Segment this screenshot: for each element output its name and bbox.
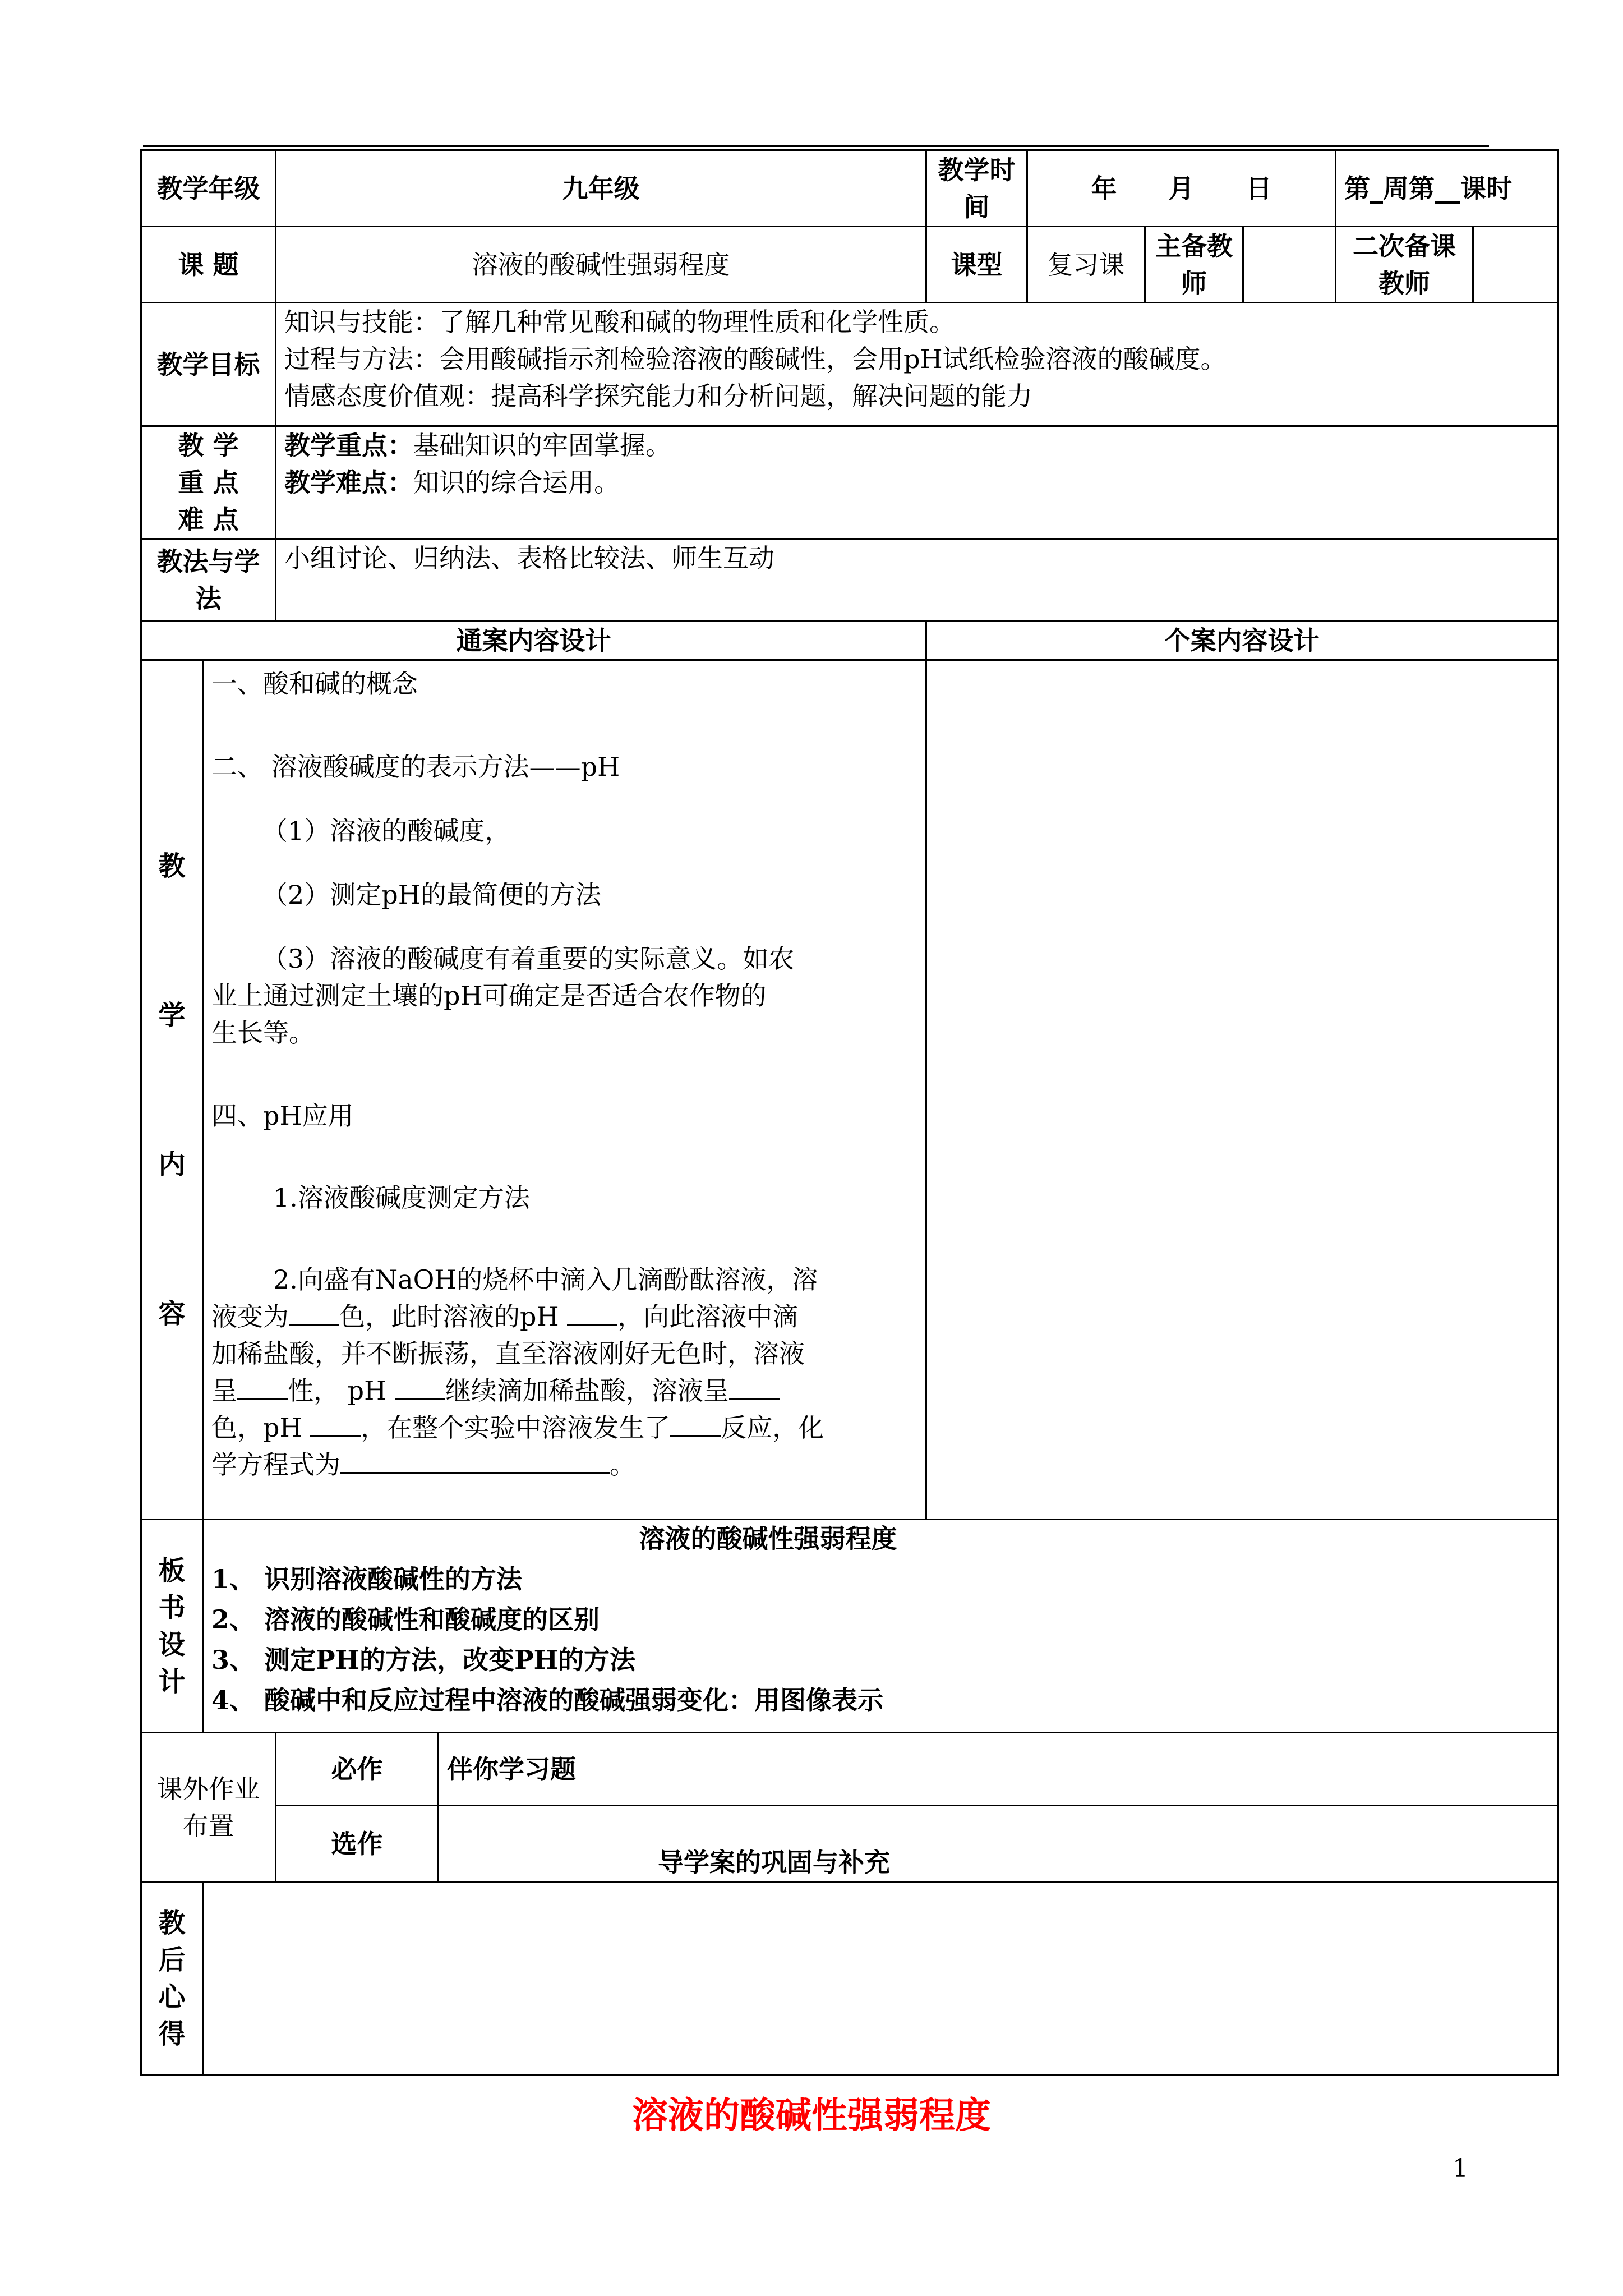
topic-value: 溶液的酸碱性强弱程度 xyxy=(276,227,926,303)
question-1: 1.溶液酸碱度测定方法 xyxy=(273,1182,530,1213)
content-row xyxy=(141,660,1558,1520)
date-field: 年 月 日 xyxy=(1027,150,1336,227)
topic-label: 课 题 xyxy=(141,227,276,303)
item-ph-application: 四、pH应用 xyxy=(211,1101,354,1131)
board-item-3: 3、 测定PH的方法，改变PH的方法 xyxy=(211,1645,636,1675)
goal-attitude: 情感态度价值观：提高科学探究能力和分析问题，解决问题的能力 xyxy=(284,381,1032,411)
item-acid-base-concept: 一、酸和碱的概念 xyxy=(211,669,418,699)
optional-label: 选作 xyxy=(276,1806,439,1882)
grade-label: 教学年级 xyxy=(141,150,276,227)
keypoints-label: 教 学 重 点 难 点 xyxy=(141,426,276,539)
homework-label: 课外作业布置 xyxy=(141,1733,276,1882)
sub-item-3: （3）溶液的酸碱度有着重要的实际意义。如农 xyxy=(262,944,795,974)
board-item-4: 4、 酸碱中和反应过程中溶液的酸碱强弱变化：用图像表示 xyxy=(211,1685,884,1715)
reflection-side-label: 教 后 心 得 xyxy=(141,1882,203,2075)
individual-design-header: 个案内容设计 xyxy=(926,621,1558,660)
keypoints-row xyxy=(141,426,1558,539)
design-header-row xyxy=(141,621,1558,660)
question-2-line5: 色，pH ，在整个实验中溶液发生了 反应，化 xyxy=(211,1409,917,1446)
page-number: 1 xyxy=(1453,2154,1468,2183)
lesson-type-label: 课型 xyxy=(926,227,1027,303)
board-content xyxy=(203,1520,1558,1733)
week-lesson-field: 第_周第__课时 xyxy=(1336,150,1558,227)
goals-row xyxy=(141,303,1558,426)
difficult-point: 教学难点：知识的综合运用。 xyxy=(284,467,620,498)
blank-color-2 xyxy=(729,1373,780,1400)
grade-value: 九年级 xyxy=(276,150,926,227)
goal-knowledge: 知识与技能：了解几种常见酸和碱的物理性质和化学性质。 xyxy=(284,307,955,337)
header-row xyxy=(141,150,1558,227)
blank-property xyxy=(237,1373,288,1400)
top-rule xyxy=(143,145,1489,147)
board-row xyxy=(141,1520,1558,1733)
question-2-line2: 液变为 色，此时溶液的pH ，向此溶液中滴 xyxy=(211,1298,917,1335)
blank-ph-3 xyxy=(310,1410,361,1437)
sub-item-2: （2）测定pH的最简便的方法 xyxy=(262,880,601,910)
lesson-plan-table xyxy=(140,149,1559,2076)
question-2-line3: 加稀盐酸，并不断振荡，直至溶液刚好无色时，溶液 xyxy=(211,1338,805,1369)
sub-item-1: （1）溶液的酸碱度， xyxy=(262,816,511,846)
individual-design-content xyxy=(926,660,1558,1520)
required-value: 伴你学习题 xyxy=(439,1733,1558,1806)
time-label: 教学时间 xyxy=(926,150,1027,227)
main-teacher-value xyxy=(1243,227,1336,303)
lesson-title: 溶液的酸碱性强弱程度 xyxy=(632,2095,991,2137)
blank-ph-2 xyxy=(395,1373,445,1400)
keypoints-content xyxy=(276,426,1558,539)
homework-optional-row xyxy=(141,1806,1558,1882)
blank-reaction xyxy=(670,1410,721,1437)
key-point: 教学重点：基础知识的牢固掌握。 xyxy=(284,430,671,461)
reflection-content xyxy=(203,1882,1558,2075)
goal-process: 过程与方法：会用酸碱指示剂检验溶液的酸碱性，会用pH试纸检验溶液的酸碱度。 xyxy=(284,344,1227,374)
sub-item-3-line2: 业上通过测定土壤的pH可确定是否适合农作物的 xyxy=(211,981,767,1011)
content-side-label: 教 学 内 容 xyxy=(141,660,203,1520)
question-2-line4: 呈 性， pH 继续滴加稀盐酸，溶液呈 xyxy=(211,1372,917,1409)
blank-color xyxy=(289,1299,339,1326)
common-design-content xyxy=(203,660,926,1520)
methods-label: 教法与学法 xyxy=(141,539,276,621)
blank-ph xyxy=(567,1299,617,1326)
topic-row xyxy=(141,227,1558,303)
lesson-type-value: 复习课 xyxy=(1027,227,1145,303)
second-teacher-label: 二次备课教师 xyxy=(1336,227,1473,303)
board-side-label: 板 书 设 计 xyxy=(141,1520,203,1733)
goals-label: 教学目标 xyxy=(141,303,276,426)
homework-required-row xyxy=(141,1733,1558,1806)
methods-value: 小组讨论、归纳法、表格比较法、师生互动 xyxy=(276,539,1558,621)
board-item-1: 1、 识别溶液酸碱性的方法 xyxy=(211,1564,523,1594)
common-design-header: 通案内容设计 xyxy=(141,621,926,660)
required-label: 必作 xyxy=(276,1733,439,1806)
goals-content xyxy=(276,303,1558,426)
sub-item-3-line3: 生长等。 xyxy=(211,1018,315,1048)
board-title: 溶液的酸碱性强弱程度 xyxy=(639,1524,897,1554)
item-ph-representation: 二、 溶液酸碱度的表示方法——pH xyxy=(211,752,620,782)
methods-row xyxy=(141,539,1558,621)
reflection-row xyxy=(141,1882,1558,2075)
main-teacher-label: 主备教师 xyxy=(1145,227,1243,303)
second-teacher-value xyxy=(1473,227,1558,303)
question-2-line6: 学方程式为 。 xyxy=(211,1446,917,1483)
question-2: 2.向盛有NaOH的烧杯中滴入几滴酚酞溶液，溶 xyxy=(273,1264,818,1295)
optional-value: 导学案的巩固与补充 xyxy=(439,1806,1558,1882)
blank-equation xyxy=(340,1447,610,1474)
board-item-2: 2、 溶液的酸碱性和酸碱度的区别 xyxy=(211,1604,600,1635)
